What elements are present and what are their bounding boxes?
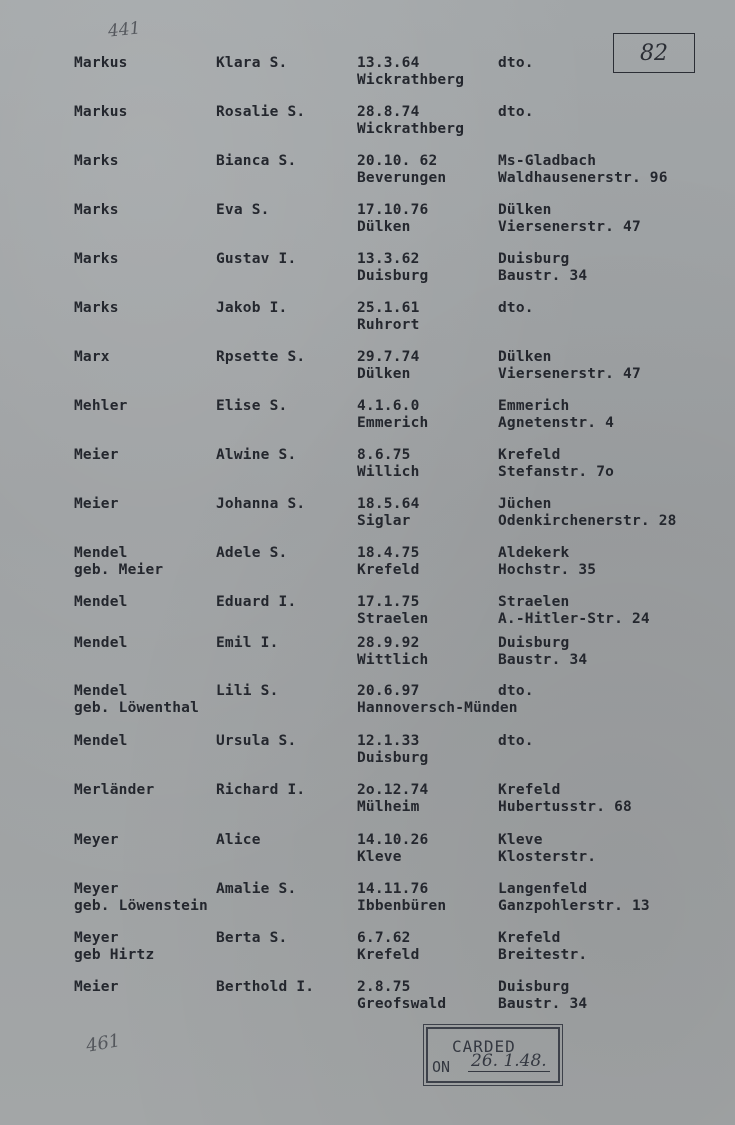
entry-row — [0, 635, 735, 675]
birth-date: 20.10. 62 — [357, 153, 438, 169]
address-cell — [498, 496, 677, 529]
address-cell — [498, 832, 596, 865]
entry-row — [0, 202, 735, 242]
address-line: Hochstr. 35 — [498, 561, 597, 578]
address-cell — [498, 594, 650, 627]
given-name-cell: Eduard I. — [216, 594, 297, 610]
birth-cell — [357, 782, 428, 815]
surname: Mendel — [74, 635, 128, 651]
surname: Meier — [74, 496, 119, 512]
birth-date: 13.3.62 — [357, 251, 420, 267]
address-line: Straelen — [498, 594, 570, 610]
birth-date: 17.1.75 — [357, 594, 420, 610]
maiden-name: geb Hirtz — [74, 946, 155, 963]
birth-date: 18.4.75 — [357, 545, 420, 561]
entry-row — [0, 733, 735, 773]
given-name-cell: Alwine S. — [216, 447, 297, 463]
address-line: A.-Hitler-Str. 24 — [498, 610, 650, 627]
surname-cell — [74, 202, 119, 219]
address-line: Baustr. 34 — [498, 995, 588, 1012]
stamp-on-text: ON — [432, 1058, 451, 1076]
surname-cell — [74, 683, 199, 716]
surname: Merländer — [74, 782, 155, 798]
given-name-cell: Gustav I. — [216, 251, 297, 267]
birth-place: Wickrathberg — [357, 120, 465, 137]
maiden-name: geb. Meier — [74, 561, 164, 578]
surname-cell — [74, 104, 128, 121]
given-name-cell: Elise S. — [216, 398, 288, 414]
address-line: Viersenerstr. 47 — [498, 365, 641, 382]
address-line: Odenkirchenerstr. 28 — [498, 512, 677, 529]
birth-cell — [357, 55, 464, 88]
given-name-cell: Lili S. — [216, 683, 279, 699]
birth-date: 13.3.64 — [357, 55, 420, 71]
surname-cell — [74, 300, 119, 317]
surname-cell — [74, 349, 110, 366]
entry-row — [0, 782, 735, 822]
birth-date: 28.8.74 — [357, 104, 420, 120]
address-cell — [498, 251, 587, 284]
surname-cell — [74, 447, 119, 464]
address-line: Hubertusstr. 68 — [498, 798, 632, 815]
address-line: dto. — [498, 104, 534, 120]
surname: Meyer — [74, 930, 119, 946]
birth-cell — [357, 930, 420, 963]
surname-cell — [74, 545, 163, 578]
birth-date: 28.9.92 — [357, 635, 420, 651]
given-name-cell: Jakob I. — [216, 300, 288, 316]
birth-cell — [357, 545, 420, 578]
surname: Markus — [74, 55, 128, 71]
address-line: Ganzpohlerstr. 13 — [498, 897, 650, 914]
birth-date: 6.7.62 — [357, 930, 411, 946]
entry-row — [0, 398, 735, 438]
surname: Marx — [74, 349, 110, 365]
birth-place: Kleve — [357, 848, 402, 865]
birth-cell — [357, 104, 464, 137]
birth-cell — [357, 683, 518, 716]
birth-place: Dülken — [357, 218, 411, 235]
birth-place: Ibbenbüren — [357, 897, 447, 914]
address-cell — [498, 153, 668, 186]
entry-row — [0, 881, 735, 921]
address-line: dto. — [498, 683, 534, 699]
birth-cell — [357, 447, 420, 480]
address-line: dto. — [498, 300, 534, 316]
stamp-carded-text: CARDED — [452, 1037, 516, 1056]
entry-row — [0, 496, 735, 536]
address-cell — [498, 55, 534, 72]
birth-place: Dülken — [357, 365, 411, 382]
surname: Mehler — [74, 398, 128, 414]
entry-row — [0, 683, 735, 723]
address-line: Emmerich — [498, 398, 570, 414]
stamp-date: 26. 1.48. — [468, 1051, 550, 1072]
birth-place: Willich — [357, 463, 420, 480]
address-line: Baustr. 34 — [498, 267, 588, 284]
address-cell — [498, 202, 641, 235]
birth-date: 8.6.75 — [357, 447, 411, 463]
address-cell — [498, 104, 534, 121]
address-line: Krefeld — [498, 930, 561, 946]
birth-cell — [357, 349, 420, 382]
given-name-cell: Rosalie S. — [216, 104, 306, 120]
surname-cell — [74, 635, 128, 652]
given-name-cell: Bianca S. — [216, 153, 297, 169]
address-line: Jüchen — [498, 496, 552, 512]
surname: Mendel — [74, 594, 128, 610]
birth-cell — [357, 300, 420, 333]
address-line: Ms-Gladbach — [498, 153, 597, 169]
entry-row — [0, 979, 735, 1019]
birth-cell — [357, 979, 446, 1012]
address-line: Breitestr. — [498, 946, 588, 963]
birth-date: 12.1.33 — [357, 733, 420, 749]
given-name-cell: Alice — [216, 832, 261, 848]
address-line: dto. — [498, 733, 534, 749]
address-line: Krefeld — [498, 447, 561, 463]
address-cell — [498, 683, 534, 700]
address-line: Langenfeld — [498, 881, 588, 897]
birth-place: Duisburg — [357, 267, 429, 284]
surname: Mendel — [74, 545, 128, 561]
birth-cell — [357, 635, 428, 668]
entry-row — [0, 832, 735, 872]
given-name-cell: Eva S. — [216, 202, 270, 218]
surname-cell — [74, 55, 128, 72]
given-name-cell: Berthold I. — [216, 979, 315, 995]
surname-cell — [74, 979, 119, 996]
surname-cell — [74, 398, 128, 415]
address-line: Dülken — [498, 202, 552, 218]
surname-cell — [74, 594, 128, 611]
given-name-cell: Klara S. — [216, 55, 288, 71]
birth-place: Siglar — [357, 512, 411, 529]
address-cell — [498, 733, 534, 750]
handwritten-number-bottom: 461 — [84, 1030, 122, 1057]
surname: Meier — [74, 447, 119, 463]
address-cell — [498, 545, 596, 578]
carded-stamp — [426, 1027, 560, 1083]
birth-date: 14.10.26 — [357, 832, 429, 848]
entry-row — [0, 55, 735, 95]
surname-cell — [74, 881, 208, 914]
entry-row — [0, 930, 735, 970]
birth-place: Wickrathberg — [357, 71, 465, 88]
birth-place: Emmerich — [357, 414, 429, 431]
surname-cell — [74, 251, 119, 268]
birth-cell — [357, 251, 428, 284]
given-name-cell: Richard I. — [216, 782, 306, 798]
address-line: Aldekerk — [498, 545, 570, 561]
address-cell — [498, 930, 587, 963]
birth-date: 2.8.75 — [357, 979, 411, 995]
surname: Marks — [74, 153, 119, 169]
page-number: 82 — [640, 40, 668, 66]
birth-date: 2o.12.74 — [357, 782, 429, 798]
birth-cell — [357, 398, 428, 431]
birth-place: Beverungen — [357, 169, 447, 186]
birth-place: Hannoversch-Münden — [357, 699, 518, 716]
given-name-cell: Ursula S. — [216, 733, 297, 749]
address-line: Kleve — [498, 832, 543, 848]
address-line: Duisburg — [498, 251, 570, 267]
birth-place: Krefeld — [357, 946, 420, 963]
surname-cell — [74, 930, 154, 963]
address-cell — [498, 881, 650, 914]
entry-row — [0, 594, 735, 634]
birth-date: 29.7.74 — [357, 349, 420, 365]
birth-cell — [357, 733, 428, 766]
maiden-name: geb. Löwenstein — [74, 897, 208, 914]
entry-row — [0, 300, 735, 340]
address-cell — [498, 447, 614, 480]
birth-place: Mülheim — [357, 798, 420, 815]
surname-cell — [74, 782, 154, 799]
surname-cell — [74, 153, 119, 170]
address-line: Duisburg — [498, 979, 570, 995]
given-name-cell: Adele S. — [216, 545, 288, 561]
entry-row — [0, 447, 735, 487]
birth-place: Ruhrort — [357, 316, 420, 333]
address-cell — [498, 635, 587, 668]
given-name-cell: Emil I. — [216, 635, 279, 651]
address-line: Agnetenstr. 4 — [498, 414, 615, 431]
address-line: dto. — [498, 55, 534, 71]
surname-cell — [74, 832, 119, 849]
address-line: Baustr. 34 — [498, 651, 588, 668]
entry-row — [0, 153, 735, 193]
entry-row — [0, 545, 735, 585]
birth-cell — [357, 202, 428, 235]
address-line: Waldhausenerstr. 96 — [498, 169, 668, 186]
given-name-cell: Rpsette S. — [216, 349, 306, 365]
entry-row — [0, 251, 735, 291]
address-line: Krefeld — [498, 782, 561, 798]
birth-cell — [357, 496, 420, 529]
birth-place: Greofswald — [357, 995, 447, 1012]
surname-cell — [74, 733, 128, 750]
address-line: Duisburg — [498, 635, 570, 651]
birth-cell — [357, 832, 428, 865]
entry-row — [0, 104, 735, 144]
birth-date: 20.6.97 — [357, 683, 420, 699]
birth-place: Duisburg — [357, 749, 429, 766]
address-cell — [498, 782, 632, 815]
entry-row — [0, 349, 735, 389]
address-cell — [498, 979, 587, 1012]
birth-place: Wittlich — [357, 651, 429, 668]
address-cell — [498, 300, 534, 317]
surname: Markus — [74, 104, 128, 120]
given-name-cell: Amalie S. — [216, 881, 297, 897]
address-line: Dülken — [498, 349, 552, 365]
address-line: Stefanstr. 7o — [498, 463, 615, 480]
birth-place: Krefeld — [357, 561, 420, 578]
surname: Mendel — [74, 683, 128, 699]
birth-cell — [357, 594, 428, 627]
address-line: Viersenerstr. 47 — [498, 218, 641, 235]
birth-cell — [357, 153, 446, 186]
address-cell — [498, 349, 641, 382]
birth-place: Straelen — [357, 610, 429, 627]
maiden-name: geb. Löwenthal — [74, 699, 200, 716]
surname: Meyer — [74, 832, 119, 848]
birth-date: 4.1.6.0 — [357, 398, 420, 414]
surname: Marks — [74, 202, 119, 218]
given-name-cell: Berta S. — [216, 930, 288, 946]
surname: Meyer — [74, 881, 119, 897]
birth-date: 18.5.64 — [357, 496, 420, 512]
birth-date: 25.1.61 — [357, 300, 420, 316]
handwritten-number-top: 441 — [107, 18, 142, 42]
surname: Mendel — [74, 733, 128, 749]
surname: Meier — [74, 979, 119, 995]
birth-date: 17.10.76 — [357, 202, 429, 218]
address-line: Klosterstr. — [498, 848, 597, 865]
surname-cell — [74, 496, 119, 513]
birth-date: 14.11.76 — [357, 881, 429, 897]
address-cell — [498, 398, 614, 431]
given-name-cell: Johanna S. — [216, 496, 306, 512]
birth-cell — [357, 881, 446, 914]
surname: Marks — [74, 300, 119, 316]
surname: Marks — [74, 251, 119, 267]
